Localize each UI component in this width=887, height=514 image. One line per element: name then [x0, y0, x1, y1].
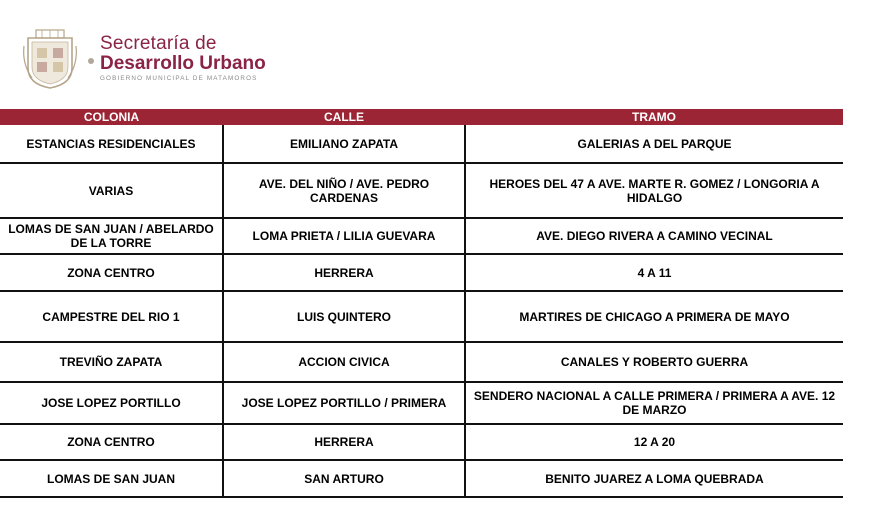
cell-calle: AVE. DEL NIÑO / AVE. PEDRO CARDENAS: [223, 163, 465, 218]
cell-tramo: SENDERO NACIONAL A CALLE PRIMERA / PRIMERA A AVE. 12 DE MARZO: [465, 382, 843, 424]
table-row: [0, 382, 843, 424]
cell-tramo: GALERIAS A DEL PARQUE: [465, 125, 843, 163]
brand-line-1: Secretaría de: [100, 33, 217, 54]
table-row: [0, 424, 843, 460]
cell-colonia: TREVIÑO ZAPATA: [0, 342, 223, 382]
cell-calle: HERRERA: [223, 424, 465, 460]
cell-colonia: LOMAS DE SAN JUAN: [0, 460, 223, 497]
table-row: [0, 460, 843, 497]
cell-tramo: AVE. DIEGO RIVERA A CAMINO VECINAL: [465, 218, 843, 254]
table-header-row: [0, 109, 843, 125]
brand-line-2: Desarrollo Urbano: [100, 53, 266, 74]
cell-calle: SAN ARTURO: [223, 460, 465, 497]
brand-text: [100, 34, 266, 83]
cell-colonia: JOSE LOPEZ PORTILLO: [0, 382, 223, 424]
cell-tramo: 12 A 20: [465, 424, 843, 460]
cell-calle: LUIS QUINTERO: [223, 291, 465, 342]
cell-calle: LOMA PRIETA / LILIA GUEVARA: [223, 218, 465, 254]
cell-colonia: ESTANCIAS RESIDENCIALES: [0, 125, 223, 163]
table-row: [0, 125, 843, 163]
cell-tramo: MARTIRES DE CHICAGO A PRIMERA DE MAYO: [465, 291, 843, 342]
cell-colonia: ZONA CENTRO: [0, 424, 223, 460]
table-row: [0, 163, 843, 218]
cell-calle: ACCION CIVICA: [223, 342, 465, 382]
cell-tramo: BENITO JUAREZ A LOMA QUEBRADA: [465, 460, 843, 497]
cell-calle: JOSE LOPEZ PORTILLO / PRIMERA: [223, 382, 465, 424]
cell-colonia: VARIAS: [0, 163, 223, 218]
streets-table: [0, 109, 843, 498]
cell-tramo: 4 A 11: [465, 254, 843, 291]
column-header-calle: CALLE: [223, 109, 465, 125]
brand-line-3: GOBIERNO MUNICIPAL DE MATAMOROS: [100, 75, 258, 82]
cell-colonia: ZONA CENTRO: [0, 254, 223, 291]
cell-calle: HERRERA: [223, 254, 465, 291]
cell-calle: EMILIANO ZAPATA: [223, 125, 465, 163]
table-row: [0, 291, 843, 342]
table-row: [0, 218, 843, 254]
cell-colonia: CAMPESTRE DEL RIO 1: [0, 291, 223, 342]
cell-tramo: CANALES Y ROBERTO GUERRA: [465, 342, 843, 382]
separator-dot: [88, 58, 94, 64]
coat-of-arms-icon: [22, 28, 78, 90]
table-row: [0, 342, 843, 382]
table-row: [0, 254, 843, 291]
column-header-colonia: COLONIA: [0, 109, 223, 125]
cell-tramo: HEROES DEL 47 A AVE. MARTE R. GOMEZ / LONGORIA A HIDALGO: [465, 163, 843, 218]
page-header: [18, 26, 418, 96]
column-header-tramo: TRAMO: [465, 109, 843, 125]
cell-colonia: LOMAS DE SAN JUAN / ABELARDO DE LA TORRE: [0, 218, 223, 254]
